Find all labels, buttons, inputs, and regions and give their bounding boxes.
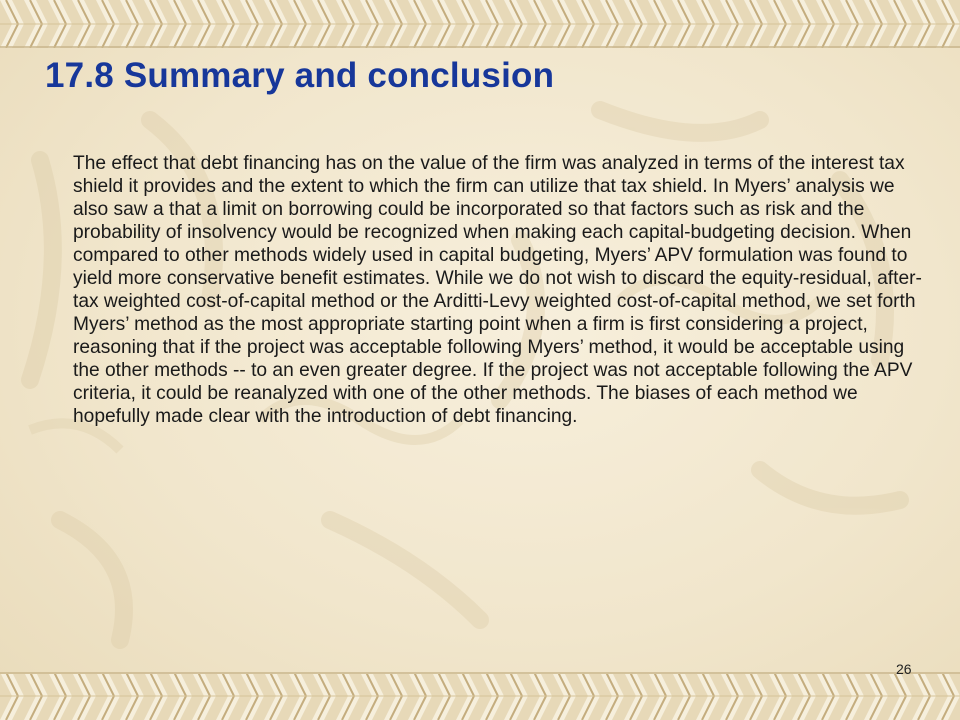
decorative-border-top	[0, 0, 960, 48]
summary-paragraph: The effect that debt financing has on the value of the firm was analyzed in terms of the interest tax shield it provides and the extent to which the firm can utilize that tax shield. In Myers’ analysis we also saw a that a limit on borrowing could be incorporated so that factors such as risk and the probability of insolvency would be recognized when making each capital-budgeting decision. When compared to other methods widely used in capital budgeting, Myers’ APV formulation was found to yield more conservative benefit estimates. While we do not wish to discard the equity-residual, after-tax weighted cost-of-capital method or the Arditti-Levy weighted cost-of-capital method, we set forth Myers’ method as the most appropriate starting point when a firm is first considering a project, reasoning that if the project was acceptable following Myers’ method, it would be acceptable using the other methods -- to an even greater degree. If the project was not acceptable following the APV criteria, it could be reanalyzed with one of the other methods. The biases of each method we hopefully made clear with the introduction of debt financing.	[73, 153, 922, 427]
decorative-border-bottom	[0, 672, 960, 720]
page-number: 26	[896, 661, 912, 677]
slide-title: 17.8 Summary and conclusion	[45, 56, 555, 95]
